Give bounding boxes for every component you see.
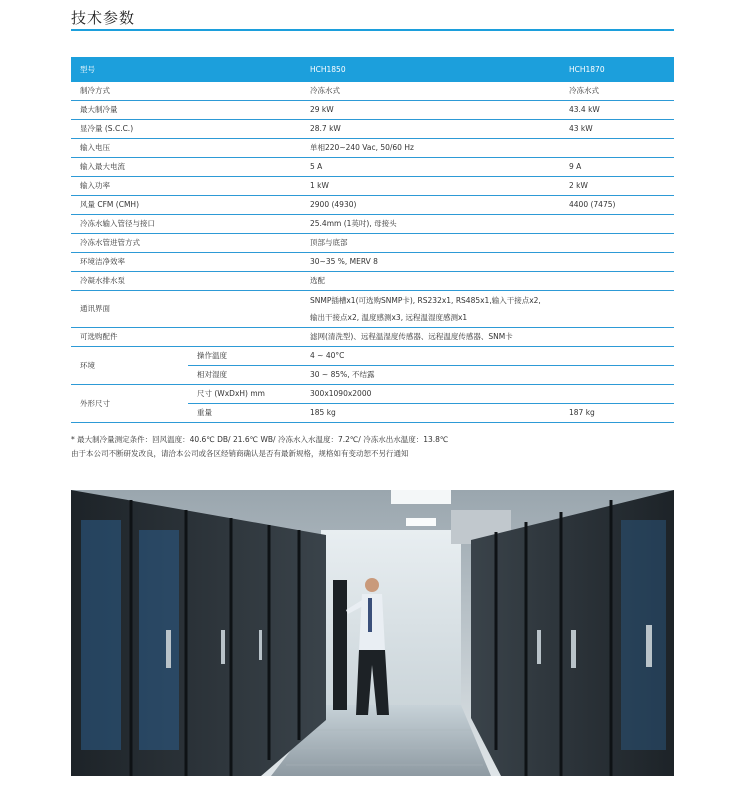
comm-line-2: 输出干接点x2, 温度感测x3, 远程温湿度感测x1 [310,313,468,322]
dim-value-1: 300x1090x2000 [301,385,560,404]
row-label: 输入最大电流 [71,158,301,177]
row-value-1: 30~35 %, MERV 8 [301,253,560,272]
spec-row [71,272,674,291]
comm-value [301,291,674,328]
row-value-2: 9 A [560,158,674,177]
dim-value-2 [560,385,674,404]
row-value-2 [560,234,674,253]
dim-sub-label: 尺寸 (WxDxH) mm [188,385,301,404]
header-model-label: 型号 [71,57,301,82]
row-value-1: 冷冻水式 [301,82,560,101]
spec-row [71,158,674,177]
spec-row-env [71,347,674,366]
row-value-2 [560,139,674,158]
row-value-1: 1 kW [301,177,560,196]
row-value-1: 25.4mm (1英吋), 母接头 [301,215,560,234]
row-label: 可选购配件 [71,328,301,347]
data-center-photo [71,490,674,776]
row-label: 输入功率 [71,177,301,196]
title-underline [71,29,674,31]
env-label: 环境 [71,347,188,385]
row-label: 输入电压 [71,139,301,158]
row-value-1: 选配 [301,272,560,291]
spec-row [71,82,674,101]
env-value: 4 ~ 40°C [301,347,674,366]
spec-row [71,234,674,253]
row-label: 冷冻水管进管方式 [71,234,301,253]
row-label: 环境洁净效率 [71,253,301,272]
comm-line-1: SNMP插槽x1(可选购SNMP卡), RS232x1, RS485x1,输入干接点x2, [310,296,541,305]
row-label: 制冷方式 [71,82,301,101]
dim-label: 外形尺寸 [71,385,188,423]
row-value-1: 5 A [301,158,560,177]
row-label: 冷冻水输入管径与接口 [71,215,301,234]
spec-table [71,57,674,423]
options-value: 滤网(清洗型)、远程温湿度传感器、远程温度传感器、SNM卡 [301,328,674,347]
header-model-1: HCH1850 [301,57,560,82]
row-value-2 [560,253,674,272]
row-value-2: 2 kW [560,177,674,196]
dim-sub-label: 重量 [188,404,301,423]
spec-row [71,253,674,272]
spec-row-comm [71,291,674,328]
row-value-1: 2900 (4930) [301,196,560,215]
dim-value-1: 185 kg [301,404,560,423]
row-label: 冷凝水排水泵 [71,272,301,291]
spec-header-row [71,57,674,82]
row-value-1: 28.7 kW [301,120,560,139]
row-value-1: 顶部与底部 [301,234,560,253]
row-value-2: 43 kW [560,120,674,139]
row-label: 通讯界面 [71,291,301,328]
row-value-1: 单相220~240 Vac, 50/60 Hz [301,139,560,158]
spec-row-dim [71,385,674,404]
row-value-2 [560,272,674,291]
footnote-test-conditions: * 最大制冷量测定条件：回风温度：40.6℃ DB/ 21.6℃ WB/ 冷冻水入水温度：7.2℃/ 冷冻水出水温度：13.8℃ [71,435,449,444]
row-label: 风量 CFM (CMH) [71,196,301,215]
row-value-2: 冷冻水式 [560,82,674,101]
page-title: 技术参数 [71,9,136,27]
row-value-2 [560,215,674,234]
footnote-disclaimer: 由于本公司不断研发改良，请洽本公司或各区经销商确认是否有最新规格，规格如有变动恕不另行通知 [71,449,409,458]
spec-row [71,101,674,120]
row-value-1: 29 kW [301,101,560,120]
spec-row [71,120,674,139]
row-label: 最大制冷量 [71,101,301,120]
dim-value-2: 187 kg [560,404,674,423]
env-value: 30 ~ 85%, 不结露 [301,366,674,385]
spec-row [71,177,674,196]
env-sub-label: 操作温度 [188,347,301,366]
header-model-2: HCH1870 [560,57,674,82]
env-sub-label: 相对湿度 [188,366,301,385]
spec-row [71,215,674,234]
row-label: 显冷量 (S.C.C.) [71,120,301,139]
spec-row [71,196,674,215]
row-value-2: 43.4 kW [560,101,674,120]
row-value-2: 4400 (7475) [560,196,674,215]
spec-row-options [71,328,674,347]
spec-row [71,139,674,158]
